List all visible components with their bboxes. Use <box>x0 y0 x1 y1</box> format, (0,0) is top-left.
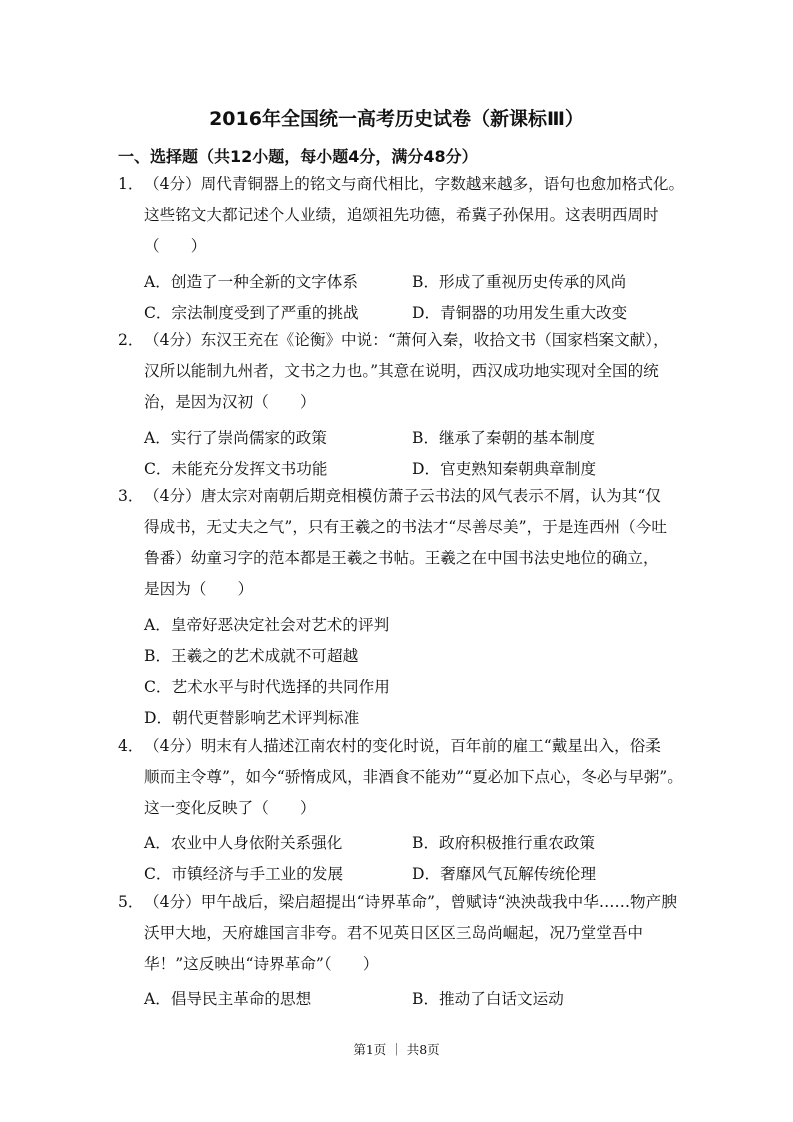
question-4 <box>118 731 683 824</box>
option-b: B．形成了重视历史传承的风尚 <box>412 273 627 291</box>
question-text-line: （4分）明末有人描述江南农村的变化时说，百年前的雇工“戴星出入，俗柔 <box>144 737 661 755</box>
question-text-line: （4分）唐太宗对南朝后期竞相模仿萧子云书法的风气表示不屑，认为其“仅 <box>144 487 661 505</box>
question-text-line: 治，是因为汉初（ ） <box>144 393 316 411</box>
question-text-line: 鲁番）幼童习字的范本都是王羲之书帖。王羲之在中国书法史地位的确立， <box>144 549 659 567</box>
question-number: 2． <box>118 331 144 349</box>
option-d: D．奢靡风气瓦解传统伦理 <box>412 865 597 883</box>
question-text-line: 华！”这反映出“诗界革命”（ ） <box>144 955 379 973</box>
section-heading: 一、选择题（共12小题，每小题4分，满分48分） <box>118 147 478 166</box>
option-a: A．皇帝好恶决定社会对艺术的评判 <box>144 616 390 634</box>
question-text-line: （4分）周代青铜器上的铭文与商代相比，字数越来越多，语句也愈加格式化。 <box>144 175 685 193</box>
question-text-line: 是因为（ ） <box>144 580 254 598</box>
option-a: A．倡导民主革命的思想 <box>144 990 312 1008</box>
question-number: 1． <box>118 175 144 193</box>
question-text-line: 汉所以能制九州者，文书之力也。”其意在说明，西汉成功地实现对全国的统 <box>144 362 659 380</box>
question-text-line: （4分）甲午战后，梁启超提出“诗界革命”，曾赋诗“泱泱哉我中华……物产腴 <box>144 893 677 911</box>
question-text-line: 顺而主令尊”，如今“骄惰成风，非酒食不能劝”“夏必加下点心，冬必与早粥”。 <box>144 768 683 786</box>
option-b: B．王羲之的艺术成就不可超越 <box>144 647 359 665</box>
question-text-line: 得成书，无丈夫之气”，只有王羲之的书法才“尽善尽美”，于是连西州（今吐 <box>144 518 667 536</box>
page-footer: 第1页 ｜ 共8页 <box>353 1042 440 1057</box>
question-text-line: （ ） <box>144 237 207 255</box>
option-b: B．继承了秦朝的基本制度 <box>412 429 595 447</box>
question-3 <box>118 481 667 605</box>
option-b: B．政府积极推行重农政策 <box>412 834 595 852</box>
option-a: A．农业中人身依附关系强化 <box>144 834 343 852</box>
question-number: 4． <box>118 737 144 755</box>
question-1 <box>118 169 684 262</box>
option-a: A．实行了崇尚儒家的政策 <box>144 429 327 447</box>
option-c: C．宗法制度受到了严重的挑战 <box>144 304 359 322</box>
option-a: A．创造了一种全新的文字体系 <box>144 273 358 291</box>
question-2 <box>118 325 669 418</box>
question-number: 5． <box>118 893 144 911</box>
page-title: 2016年全国统一高考历史试卷（新课标Ⅲ） <box>209 108 584 130</box>
question-text-line: （4分）东汉王充在《论衡》中说：“萧何入秦，收拾文书（国家档案文献）， <box>144 331 669 349</box>
option-d: D．官吏熟知秦朝典章制度 <box>412 460 597 478</box>
question-text-line: 沃甲大地，天府雄国言非夸。君不见英日区区三岛尚崛起，况乃堂堂吾中 <box>144 924 644 942</box>
option-c: C．未能充分发挥文书功能 <box>144 460 328 478</box>
option-c: C．市镇经济与手工业的发展 <box>144 865 344 883</box>
question-text-line: 这些铭文大都记述个人业绩，追颂祖先功德，希冀子孙保用。这表明西周时 <box>144 206 659 224</box>
question-number: 3． <box>118 487 144 505</box>
question-5 <box>118 887 677 980</box>
option-c: C．艺术水平与时代选择的共同作用 <box>144 678 390 696</box>
option-b: B．推动了白话文运动 <box>412 990 564 1008</box>
question-text-line: 这一变化反映了（ ） <box>144 799 316 817</box>
option-d: D．朝代更替影响艺术评判标准 <box>144 709 360 727</box>
option-d: D．青铜器的功用发生重大改变 <box>412 304 628 322</box>
